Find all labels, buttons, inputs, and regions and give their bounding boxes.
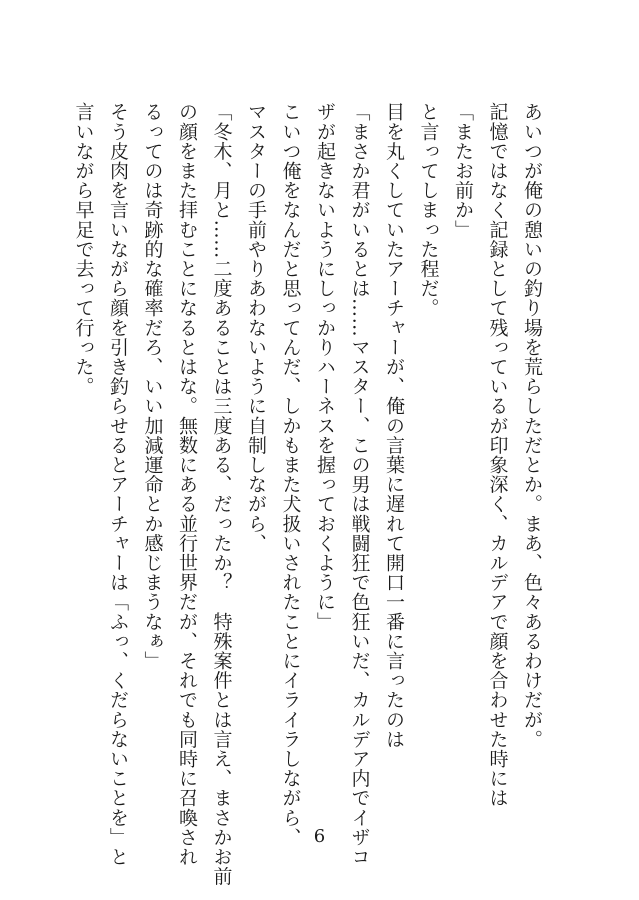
text-line: 「まさか君がいるとは……マスター、この男は戦闘狂で色狂いだ、カルデア内でイザコ <box>348 102 371 867</box>
text-line: と言ってしまった程だ。 <box>417 102 440 318</box>
text-line: ザが起きないようにしっかりハーネスを握っておくように」 <box>314 102 336 632</box>
text-line: 目を丸くしていたアーチャーが、俺の言葉に遅れて開口一番に言ったのは <box>383 102 405 749</box>
text-line: 「またお前か」 <box>452 102 474 240</box>
page-number: 6 <box>313 826 326 847</box>
text-line: 言いながら早足で去って行った。 <box>72 102 95 396</box>
text-line: 記憶ではなく記録として残っているが印象深く、カルデアで顔を合わせた時には <box>486 102 509 808</box>
text-line: の顔をまた拝むことになるとはな。無数にある並行世界だが、それでも同時に召喚され <box>176 102 198 867</box>
text-line: そう皮肉を言いながら顔を引き釣らせるとアーチャーは「ふっ、くだらないことを」と <box>107 102 129 867</box>
text-line: あいつが俺の憩いの釣り場を荒らしただとか。まあ、色々あるわけだが。 <box>521 102 543 749</box>
text-line: 「冬木、月と……二度あることは三度ある、だったか？ 特殊案件とは言え、まさかお前 <box>210 102 233 886</box>
text-line: こいつ俺をなんだと思ってんだ、しかもまた犬扱いされたことにイライラしながら、 <box>279 102 302 847</box>
text-line: るってのは奇跡的な確率だろ、いい加減運命とか感じまうなぁ」 <box>141 102 164 671</box>
vertical-text-body <box>66 102 549 886</box>
text-line: マスターの手前やりあわないように自制しながら、 <box>245 102 267 553</box>
